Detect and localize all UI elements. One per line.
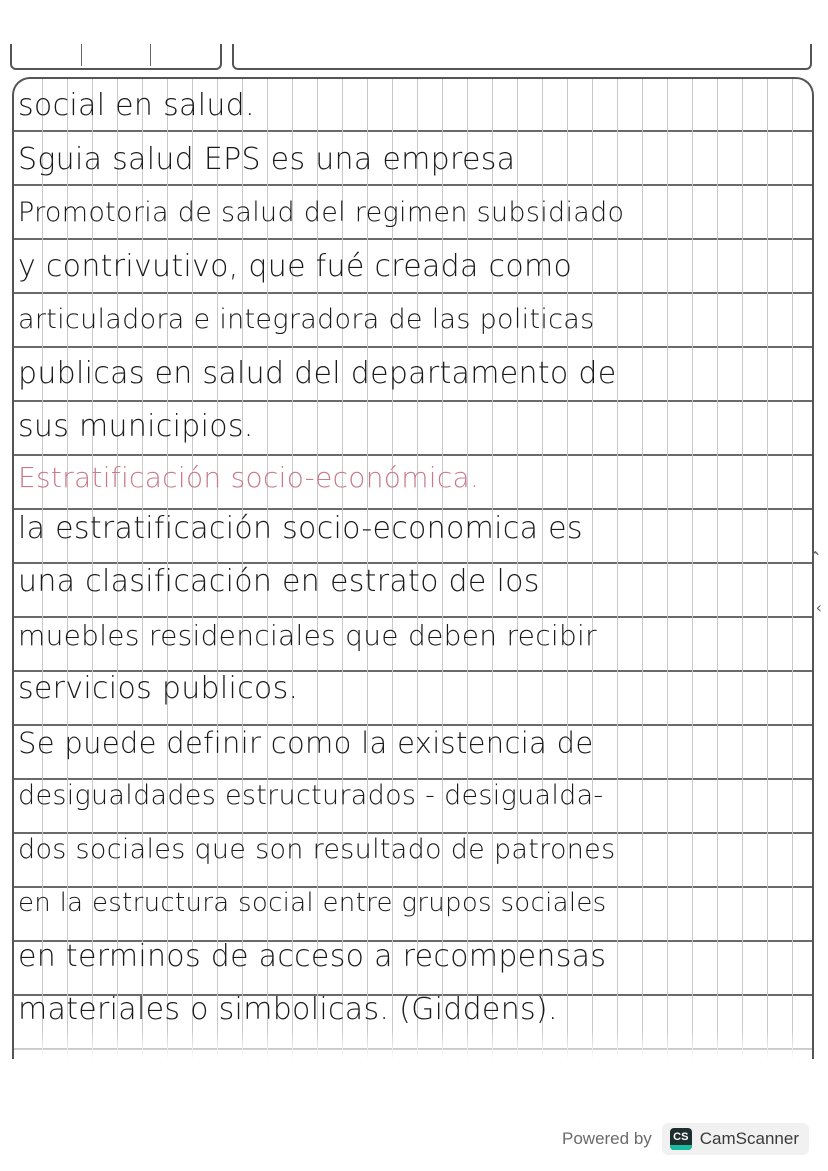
- text-line: publicas en salud del departamento de: [18, 355, 617, 391]
- scanner-watermark: [562, 1123, 809, 1155]
- date-box-divider: [81, 44, 82, 66]
- text-line: sus municipios.: [18, 409, 254, 444]
- text-line: Se puede definir como la existencia de: [18, 725, 594, 760]
- text-line: Promotoria de salud del regimen subsidiado: [18, 197, 625, 228]
- text-line: y contrivutivo, que fué creada como: [18, 248, 573, 284]
- text-line: materiales o simbolicas. (Giddens).: [18, 992, 558, 1027]
- text-line: articuladora e integradora de las politicas: [18, 304, 595, 335]
- date-box-divider: [150, 44, 151, 66]
- title-box: [232, 44, 812, 70]
- text-line: servicios publicos.: [18, 671, 299, 706]
- text-line: social en salud.: [18, 88, 255, 123]
- camscanner-logo-icon: CS: [670, 1128, 692, 1150]
- date-box: [10, 44, 222, 70]
- notebook-header-boxes: [10, 44, 810, 70]
- text-line: en la estructura social entre grupos sociales: [18, 888, 607, 918]
- text-line: Sguia salud EPS es una empresa: [18, 141, 516, 177]
- section-heading: Estratificación socio-económica.: [18, 460, 480, 494]
- margin-mark: ⌃: [808, 548, 822, 567]
- text-line: desigualdades estructurados - desigualda-: [18, 780, 604, 811]
- margin-mark: ‹: [815, 598, 822, 617]
- text-line: dos sociales que son resultado de patrones: [18, 833, 616, 865]
- text-line: en terminos de acceso a recompensas: [18, 938, 607, 974]
- brand-name: CamScanner: [699, 1129, 799, 1148]
- handwritten-text: [18, 77, 818, 1035]
- text-line: muebles residenciales que deben recibir: [18, 618, 597, 652]
- camscanner-badge: [662, 1123, 809, 1155]
- powered-by-label: Powered by: [562, 1129, 652, 1148]
- text-line: una clasificación en estrato de los: [18, 564, 540, 599]
- text-line: la estratificación socio-economica es: [18, 510, 583, 546]
